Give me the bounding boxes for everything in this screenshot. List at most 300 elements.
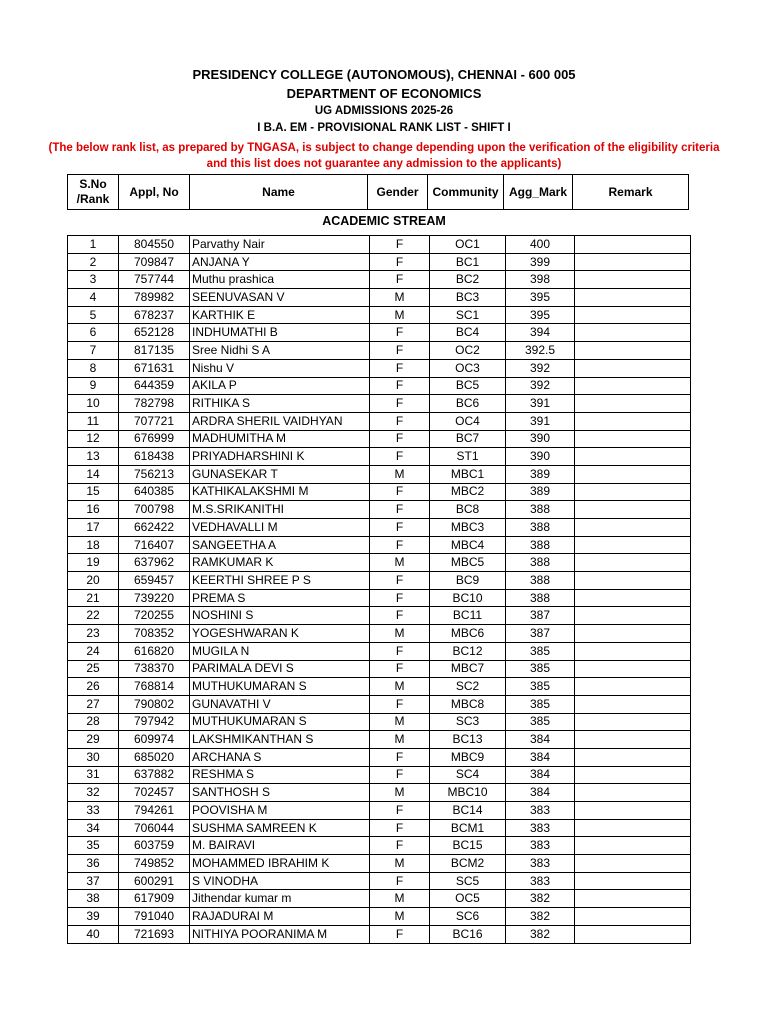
cell-gender: M — [370, 678, 430, 696]
table-row — [68, 572, 691, 590]
table-row — [68, 819, 691, 837]
cell-remark — [575, 289, 691, 307]
cell-gender: F — [370, 448, 430, 466]
cell-name: PREMA S — [190, 589, 370, 607]
cell-sno: 17 — [68, 519, 119, 537]
cell-agg-mark: 389 — [506, 465, 575, 483]
cell-agg-mark: 385 — [506, 695, 575, 713]
cell-remark — [575, 377, 691, 395]
cell-remark — [575, 802, 691, 820]
table-row — [68, 642, 691, 660]
cell-gender: F — [370, 483, 430, 501]
cell-appl-no: 662422 — [119, 519, 190, 537]
cell-sno: 22 — [68, 607, 119, 625]
table-row — [68, 855, 691, 873]
col-sno-line2: /Rank — [76, 192, 110, 206]
cell-appl-no: 637882 — [119, 766, 190, 784]
cell-name: SANGEETHA A — [190, 536, 370, 554]
cell-appl-no: 618438 — [119, 448, 190, 466]
cell-name: YOGESHWARAN K — [190, 625, 370, 643]
cell-name: Parvathy Nair — [190, 236, 370, 254]
cell-name: SANTHOSH S — [190, 784, 370, 802]
cell-gender: F — [370, 271, 430, 289]
cell-agg-mark: 388 — [506, 519, 575, 537]
cell-appl-no: 789982 — [119, 289, 190, 307]
cell-community: SC6 — [430, 908, 506, 926]
cell-name: MUGILA N — [190, 642, 370, 660]
cell-name: MUTHUKUMARAN S — [190, 713, 370, 731]
cell-community: SC3 — [430, 713, 506, 731]
cell-agg-mark: 384 — [506, 784, 575, 802]
table-row — [68, 395, 691, 413]
cell-agg-mark: 388 — [506, 554, 575, 572]
cell-name: ARDRA SHERIL VAIDHYAN — [190, 412, 370, 430]
cell-name: POOVISHA M — [190, 802, 370, 820]
cell-remark — [575, 607, 691, 625]
cell-agg-mark: 395 — [506, 289, 575, 307]
cell-appl-no: 791040 — [119, 908, 190, 926]
table-row — [68, 554, 691, 572]
cell-gender: F — [370, 872, 430, 890]
cell-remark — [575, 483, 691, 501]
cell-name: GUNASEKAR T — [190, 465, 370, 483]
table-row — [68, 306, 691, 324]
cell-appl-no: 616820 — [119, 642, 190, 660]
cell-agg-mark: 390 — [506, 448, 575, 466]
cell-remark — [575, 412, 691, 430]
cell-community: OC5 — [430, 890, 506, 908]
cell-gender: F — [370, 607, 430, 625]
cell-agg-mark: 388 — [506, 589, 575, 607]
cell-remark — [575, 819, 691, 837]
cell-community: MBC4 — [430, 536, 506, 554]
cell-gender: M — [370, 465, 430, 483]
cell-name: KARTHIK E — [190, 306, 370, 324]
cell-sno: 23 — [68, 625, 119, 643]
cell-community: BC11 — [430, 607, 506, 625]
cell-sno: 4 — [68, 289, 119, 307]
cell-gender: F — [370, 925, 430, 943]
cell-gender: F — [370, 572, 430, 590]
stream-label: ACADEMIC STREAM — [322, 214, 446, 228]
table-row — [68, 784, 691, 802]
cell-agg-mark: 391 — [506, 395, 575, 413]
cell-community: BC12 — [430, 642, 506, 660]
table-row — [68, 377, 691, 395]
table-row — [68, 483, 691, 501]
col-sno-rank — [68, 175, 119, 210]
cell-sno: 34 — [68, 819, 119, 837]
cell-gender: F — [370, 748, 430, 766]
cell-name: M. BAIRAVI — [190, 837, 370, 855]
cell-agg-mark: 385 — [506, 713, 575, 731]
table-row — [68, 501, 691, 519]
cell-remark — [575, 784, 691, 802]
cell-appl-no: 749852 — [119, 855, 190, 873]
table-row — [68, 731, 691, 749]
table-row — [68, 342, 691, 360]
cell-gender: M — [370, 289, 430, 307]
cell-name: NITHIYA POORANIMA M — [190, 925, 370, 943]
cell-community: BC7 — [430, 430, 506, 448]
cell-sno: 30 — [68, 748, 119, 766]
cell-agg-mark: 384 — [506, 748, 575, 766]
cell-appl-no: 794261 — [119, 802, 190, 820]
cell-sno: 1 — [68, 236, 119, 254]
cell-remark — [575, 625, 691, 643]
cell-agg-mark: 400 — [506, 236, 575, 254]
cell-name: ARCHANA S — [190, 748, 370, 766]
cell-appl-no: 709847 — [119, 253, 190, 271]
cell-name: INDHUMATHI B — [190, 324, 370, 342]
table-row — [68, 271, 691, 289]
cell-agg-mark: 383 — [506, 872, 575, 890]
cell-remark — [575, 748, 691, 766]
cell-community: MBC10 — [430, 784, 506, 802]
cell-name: PARIMALA DEVI S — [190, 660, 370, 678]
cell-agg-mark: 384 — [506, 766, 575, 784]
cell-community: BC5 — [430, 377, 506, 395]
cell-remark — [575, 236, 691, 254]
cell-remark — [575, 271, 691, 289]
cell-appl-no: 600291 — [119, 872, 190, 890]
cell-sno: 35 — [68, 837, 119, 855]
cell-agg-mark: 390 — [506, 430, 575, 448]
cell-agg-mark: 385 — [506, 660, 575, 678]
cell-agg-mark: 395 — [506, 306, 575, 324]
cell-gender: F — [370, 342, 430, 360]
cell-name: PRIYADHARSHINI K — [190, 448, 370, 466]
cell-community: OC1 — [430, 236, 506, 254]
cell-appl-no: 652128 — [119, 324, 190, 342]
cell-sno: 39 — [68, 908, 119, 926]
cell-remark — [575, 430, 691, 448]
cell-name: RITHIKA S — [190, 395, 370, 413]
cell-gender: F — [370, 501, 430, 519]
cell-gender: M — [370, 855, 430, 873]
cell-name: GUNAVATHI V — [190, 695, 370, 713]
table-row — [68, 236, 691, 254]
cell-community: BC13 — [430, 731, 506, 749]
cell-agg-mark: 392 — [506, 359, 575, 377]
cell-appl-no: 756213 — [119, 465, 190, 483]
col-gender: Gender — [368, 175, 428, 210]
cell-name: KEERTHI SHREE P S — [190, 572, 370, 590]
cell-sno: 7 — [68, 342, 119, 360]
cell-appl-no: 757744 — [119, 271, 190, 289]
cell-community: BC15 — [430, 837, 506, 855]
cell-remark — [575, 660, 691, 678]
cell-sno: 12 — [68, 430, 119, 448]
cell-agg-mark: 399 — [506, 253, 575, 271]
table-row — [68, 359, 691, 377]
cell-community: SC1 — [430, 306, 506, 324]
cell-community: MBC2 — [430, 483, 506, 501]
cell-gender: F — [370, 377, 430, 395]
cell-sno: 36 — [68, 855, 119, 873]
table-row — [68, 713, 691, 731]
cell-appl-no: 702457 — [119, 784, 190, 802]
cell-remark — [575, 536, 691, 554]
cell-community: BC8 — [430, 501, 506, 519]
cell-sno: 15 — [68, 483, 119, 501]
cell-sno: 8 — [68, 359, 119, 377]
table-row — [68, 465, 691, 483]
cell-gender: F — [370, 253, 430, 271]
cell-agg-mark: 383 — [506, 802, 575, 820]
cell-gender: F — [370, 430, 430, 448]
cell-sno: 29 — [68, 731, 119, 749]
cell-agg-mark: 387 — [506, 625, 575, 643]
cell-remark — [575, 908, 691, 926]
cell-gender: F — [370, 412, 430, 430]
cell-community: ST1 — [430, 448, 506, 466]
cell-sno: 9 — [68, 377, 119, 395]
cell-remark — [575, 359, 691, 377]
col-name: Name — [190, 175, 368, 210]
cell-appl-no: 676999 — [119, 430, 190, 448]
cell-sno: 21 — [68, 589, 119, 607]
cell-name: ANJANA Y — [190, 253, 370, 271]
cell-agg-mark: 391 — [506, 412, 575, 430]
cell-remark — [575, 855, 691, 873]
cell-agg-mark: 388 — [506, 536, 575, 554]
cell-remark — [575, 589, 691, 607]
cell-gender: M — [370, 306, 430, 324]
rank-list-title: I B.A. EM - PROVISIONAL RANK LIST - SHIFT I — [257, 122, 511, 134]
cell-name: Nishu V — [190, 359, 370, 377]
cell-name: RAMKUMAR K — [190, 554, 370, 572]
cell-community: BCM2 — [430, 855, 506, 873]
cell-sno: 32 — [68, 784, 119, 802]
cell-remark — [575, 253, 691, 271]
cell-appl-no: 644359 — [119, 377, 190, 395]
cell-sno: 40 — [68, 925, 119, 943]
cell-gender: F — [370, 589, 430, 607]
cell-agg-mark: 389 — [506, 483, 575, 501]
cell-remark — [575, 519, 691, 537]
cell-appl-no: 706044 — [119, 819, 190, 837]
table-row — [68, 536, 691, 554]
cell-gender: F — [370, 642, 430, 660]
cell-agg-mark: 382 — [506, 890, 575, 908]
cell-appl-no: 671631 — [119, 359, 190, 377]
cell-community: MBC1 — [430, 465, 506, 483]
cell-name: Muthu prashica — [190, 271, 370, 289]
cell-agg-mark: 387 — [506, 607, 575, 625]
cell-gender: M — [370, 625, 430, 643]
cell-community: MBC7 — [430, 660, 506, 678]
cell-gender: F — [370, 359, 430, 377]
cell-community: BC2 — [430, 271, 506, 289]
cell-sno: 19 — [68, 554, 119, 572]
table-row — [68, 695, 691, 713]
cell-gender: F — [370, 802, 430, 820]
cell-sno: 26 — [68, 678, 119, 696]
cell-remark — [575, 642, 691, 660]
cell-community: MBC3 — [430, 519, 506, 537]
cell-sno: 5 — [68, 306, 119, 324]
cell-agg-mark: 388 — [506, 572, 575, 590]
cell-sno: 13 — [68, 448, 119, 466]
table-row — [68, 890, 691, 908]
rank-table — [67, 235, 691, 944]
col-agg-mark: Agg_Mark — [504, 175, 573, 210]
cell-name: SUSHMA SAMREEN K — [190, 819, 370, 837]
cell-name: MUTHUKUMARAN S — [190, 678, 370, 696]
cell-sno: 37 — [68, 872, 119, 890]
cell-community: SC5 — [430, 872, 506, 890]
cell-remark — [575, 695, 691, 713]
cell-sno: 25 — [68, 660, 119, 678]
table-row — [68, 802, 691, 820]
cell-sno: 2 — [68, 253, 119, 271]
admissions-title: UG ADMISSIONS 2025-26 — [314, 105, 454, 117]
cell-gender: M — [370, 890, 430, 908]
rank-table-body — [68, 236, 691, 944]
table-row — [68, 589, 691, 607]
cell-agg-mark: 382 — [506, 925, 575, 943]
cell-name: RESHMA S — [190, 766, 370, 784]
cell-appl-no: 817135 — [119, 342, 190, 360]
cell-sno: 20 — [68, 572, 119, 590]
table-row — [68, 412, 691, 430]
table-row — [68, 519, 691, 537]
cell-appl-no: 790802 — [119, 695, 190, 713]
cell-gender: F — [370, 766, 430, 784]
table-row — [68, 324, 691, 342]
table-row — [68, 766, 691, 784]
cell-community: BC9 — [430, 572, 506, 590]
cell-name: S VINODHA — [190, 872, 370, 890]
cell-remark — [575, 465, 691, 483]
cell-sno: 27 — [68, 695, 119, 713]
cell-appl-no: 617909 — [119, 890, 190, 908]
cell-agg-mark: 388 — [506, 501, 575, 519]
col-community: Community — [428, 175, 504, 210]
cell-community: BC14 — [430, 802, 506, 820]
table-row — [68, 607, 691, 625]
cell-agg-mark: 384 — [506, 731, 575, 749]
disclaimer-note: (The below rank list, as prepared by TNGASA, is subject to change depending upon the verification of the eligibility criteria and this list does not guarantee any admission to the applicants) — [48, 142, 720, 170]
cell-remark — [575, 678, 691, 696]
cell-gender: M — [370, 554, 430, 572]
cell-community: MBC9 — [430, 748, 506, 766]
cell-appl-no: 685020 — [119, 748, 190, 766]
cell-gender: F — [370, 395, 430, 413]
cell-remark — [575, 766, 691, 784]
cell-name: MOHAMMED IBRAHIM K — [190, 855, 370, 873]
cell-agg-mark: 394 — [506, 324, 575, 342]
cell-gender: M — [370, 713, 430, 731]
cell-gender: M — [370, 908, 430, 926]
cell-gender: F — [370, 519, 430, 537]
cell-appl-no: 609974 — [119, 731, 190, 749]
cell-community: OC4 — [430, 412, 506, 430]
cell-agg-mark: 385 — [506, 642, 575, 660]
cell-sno: 33 — [68, 802, 119, 820]
cell-remark — [575, 501, 691, 519]
table-row — [68, 908, 691, 926]
cell-appl-no: 721693 — [119, 925, 190, 943]
col-remark: Remark — [573, 175, 689, 210]
table-row — [68, 660, 691, 678]
cell-name: Sree Nidhi S A — [190, 342, 370, 360]
column-header-row — [68, 175, 689, 210]
cell-gender: F — [370, 324, 430, 342]
cell-name: LAKSHMIKANTHAN S — [190, 731, 370, 749]
cell-agg-mark: 392.5 — [506, 342, 575, 360]
cell-name: Jithendar kumar m — [190, 890, 370, 908]
cell-sno: 18 — [68, 536, 119, 554]
cell-agg-mark: 385 — [506, 678, 575, 696]
cell-remark — [575, 572, 691, 590]
cell-sno: 11 — [68, 412, 119, 430]
cell-gender: F — [370, 236, 430, 254]
cell-gender: F — [370, 837, 430, 855]
cell-community: BC1 — [430, 253, 506, 271]
table-row — [68, 837, 691, 855]
cell-gender: F — [370, 695, 430, 713]
department-name: DEPARTMENT OF ECONOMICS — [286, 86, 482, 101]
cell-remark — [575, 342, 691, 360]
cell-community: BC10 — [430, 589, 506, 607]
cell-remark — [575, 448, 691, 466]
cell-gender: M — [370, 784, 430, 802]
cell-agg-mark: 383 — [506, 819, 575, 837]
cell-sno: 31 — [68, 766, 119, 784]
cell-sno: 14 — [68, 465, 119, 483]
col-sno-line1: S.No — [79, 177, 107, 191]
cell-community: MBC8 — [430, 695, 506, 713]
cell-gender: F — [370, 536, 430, 554]
cell-name: MADHUMITHA M — [190, 430, 370, 448]
cell-appl-no: 782798 — [119, 395, 190, 413]
cell-remark — [575, 925, 691, 943]
table-row — [68, 872, 691, 890]
cell-name: AKILA P — [190, 377, 370, 395]
cell-appl-no: 603759 — [119, 837, 190, 855]
cell-agg-mark: 392 — [506, 377, 575, 395]
cell-gender: F — [370, 660, 430, 678]
cell-sno: 24 — [68, 642, 119, 660]
table-row — [68, 289, 691, 307]
cell-agg-mark: 382 — [506, 908, 575, 926]
cell-community: OC2 — [430, 342, 506, 360]
cell-remark — [575, 731, 691, 749]
cell-sno: 10 — [68, 395, 119, 413]
cell-appl-no: 768814 — [119, 678, 190, 696]
table-row — [68, 430, 691, 448]
cell-appl-no: 739220 — [119, 589, 190, 607]
cell-community: SC4 — [430, 766, 506, 784]
cell-community: BC3 — [430, 289, 506, 307]
cell-name: SEENUVASAN V — [190, 289, 370, 307]
cell-appl-no: 804550 — [119, 236, 190, 254]
cell-community: MBC5 — [430, 554, 506, 572]
cell-remark — [575, 890, 691, 908]
cell-remark — [575, 306, 691, 324]
cell-appl-no: 797942 — [119, 713, 190, 731]
cell-name: RAJADURAI M — [190, 908, 370, 926]
cell-appl-no: 640385 — [119, 483, 190, 501]
cell-community: BC4 — [430, 324, 506, 342]
cell-remark — [575, 324, 691, 342]
cell-community: MBC6 — [430, 625, 506, 643]
table-row — [68, 748, 691, 766]
cell-appl-no: 700798 — [119, 501, 190, 519]
table-row — [68, 678, 691, 696]
